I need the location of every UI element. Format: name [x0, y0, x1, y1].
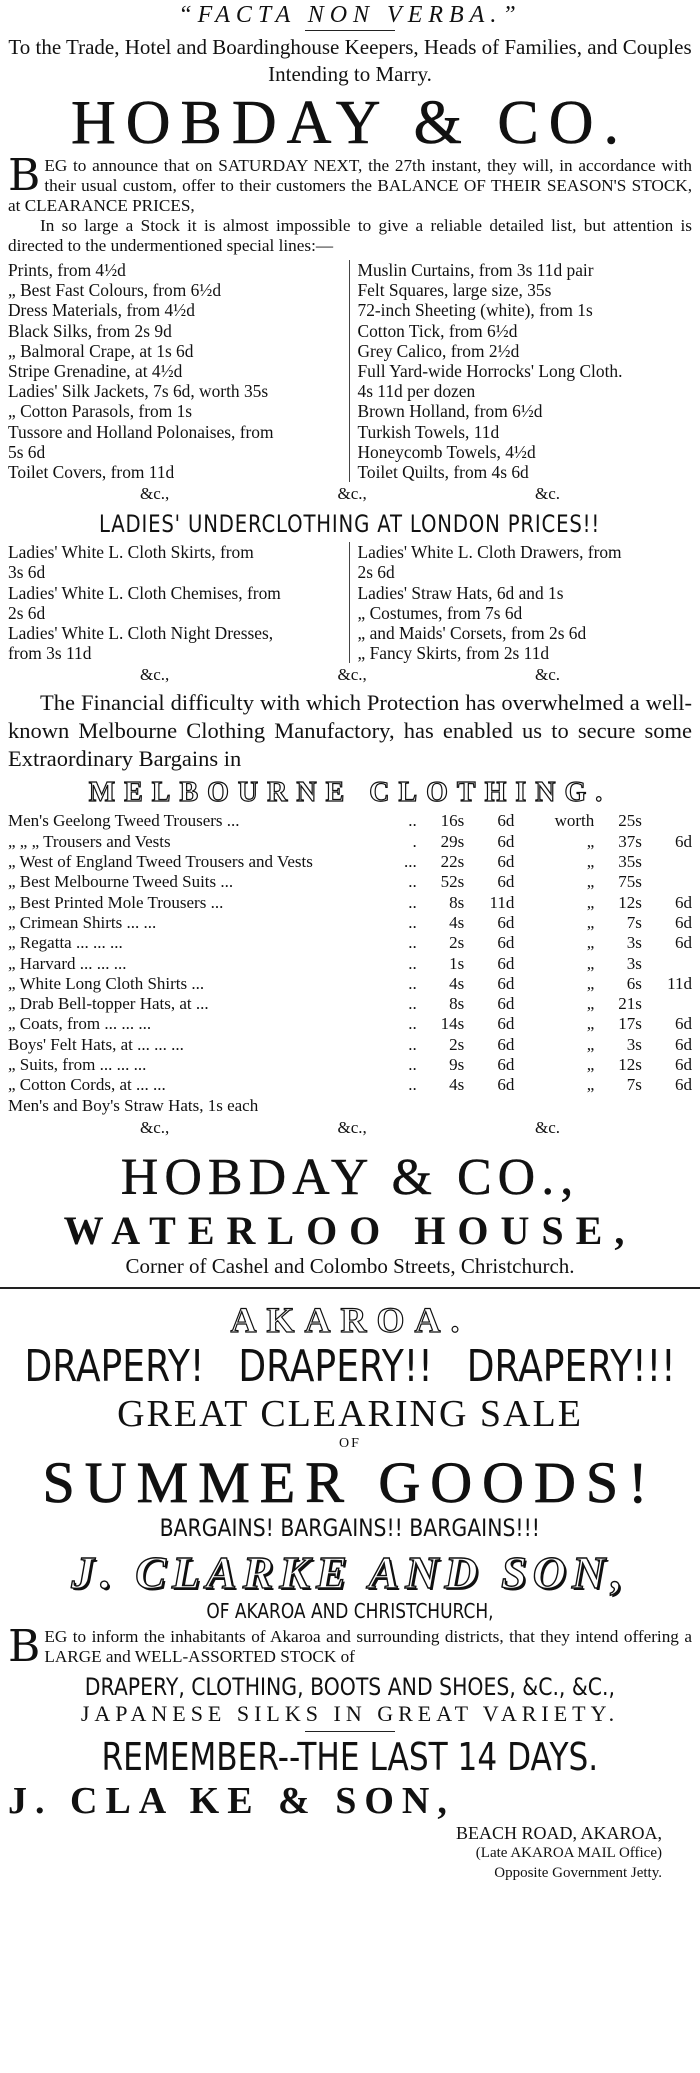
- clothing-row: [8, 913, 692, 933]
- clothing-dots: ..: [408, 872, 417, 892]
- clothing-w2: [642, 811, 692, 831]
- special-line-item: „ Cotton Parasols, from 1s: [8, 401, 193, 422]
- etc-row: [140, 665, 560, 685]
- clothing-price-table: [8, 811, 692, 1095]
- special-line-item: Honeycomb Towels, 4½d: [357, 441, 536, 462]
- bargains-line: BARGAINS! BARGAINS!! BARGAINS!!!: [159, 1513, 541, 1542]
- clothing-w: „: [586, 1034, 595, 1054]
- underclothing-item: „ and Maids' Corsets, from 2s 6d: [357, 623, 587, 644]
- clothing-w1: 3s: [626, 933, 642, 953]
- clothing-dots: ..: [408, 912, 417, 932]
- etc-row: [140, 1118, 560, 1138]
- clarke-signature: J. CLA KE & SON,: [8, 1779, 455, 1822]
- clothing-row: [8, 954, 692, 974]
- drapery-heading: [24, 1341, 675, 1392]
- clothing-p2: 6d: [497, 872, 515, 892]
- clothing-dots: ..: [408, 994, 417, 1014]
- clothing-dots: .: [412, 831, 417, 851]
- clothing-p2: 6d: [497, 1014, 515, 1034]
- underclothing-item: 3s 6d: [8, 562, 46, 583]
- clothing-w2: [642, 852, 692, 872]
- clothing-item: „ Suits, from ... ... ...: [8, 1055, 147, 1075]
- underclothing-heading-wrap: [8, 510, 692, 538]
- firm-title-footer: HOBDAY & CO.,: [120, 1148, 580, 1206]
- clothing-w: „: [586, 973, 595, 993]
- clothing-w: „: [586, 852, 595, 872]
- short-rule: [305, 1731, 395, 1732]
- clothing-w1: 3s: [626, 953, 642, 973]
- clothing-p1: 4s: [449, 973, 465, 993]
- clothing-w: „: [586, 872, 595, 892]
- clothing-p2: 6d: [497, 953, 515, 973]
- clothing-p1: 14s: [440, 1014, 465, 1034]
- clothing-row: [8, 852, 692, 872]
- clothing-w1: 7s: [626, 1075, 642, 1095]
- announcement-paragraph: [8, 150, 692, 216]
- clothing-w2: 6d: [675, 1075, 692, 1095]
- motto: “FACTA NON VERBA.”: [178, 2, 522, 28]
- clothing-p1: 22s: [440, 852, 465, 872]
- clothing-item: „ Best Melbourne Tweed Suits ...: [8, 872, 234, 892]
- hobday-advertisement: [8, 2, 692, 1279]
- underclothing-item: 2s 6d: [8, 602, 46, 623]
- underclothing-item: Ladies' White L. Cloth Night Dresses,: [8, 623, 274, 644]
- clothing-p2: 6d: [497, 973, 515, 993]
- clothing-w1: 12s: [618, 892, 642, 912]
- etc-text: &c.: [534, 484, 560, 504]
- special-line-item: Stripe Grenadine, at 4½d: [8, 361, 183, 382]
- underclothing-item: Ladies' White L. Cloth Skirts, from: [8, 542, 254, 563]
- clothing-row: [8, 893, 692, 913]
- etc-text: &c.,: [337, 1117, 367, 1137]
- clothing-w2: 6d: [675, 831, 692, 851]
- bargains-wrap: [8, 1514, 692, 1542]
- clothing-p1: 16s: [440, 811, 465, 831]
- clothing-w2: 6d: [675, 912, 692, 932]
- drop-cap: B: [8, 150, 41, 201]
- special-line-item: Turkish Towels, 11d: [357, 421, 500, 442]
- clothing-dots: ..: [408, 933, 417, 953]
- firm-title: HOBDAY & CO.: [70, 89, 630, 157]
- clarke-advertisement: [8, 1299, 692, 1883]
- clothing-p1: 52s: [440, 872, 465, 892]
- underclothing-right: [350, 542, 693, 663]
- straw-hats-line: Men's and Boy's Straw Hats, 1s each: [8, 1095, 259, 1115]
- special-line-item: Brown Holland, from 6½d: [357, 401, 543, 422]
- clothing-w2: [642, 954, 692, 974]
- etc-text: &c.: [534, 1117, 560, 1137]
- clothing-p1: 9s: [449, 1055, 465, 1075]
- clothing-dots: ..: [408, 1014, 417, 1034]
- clothing-dots: ..: [408, 892, 417, 912]
- remember-line: REMEMBER--THE LAST 14 DAYS.: [101, 1734, 599, 1779]
- clothing-w1: 37s: [618, 831, 642, 851]
- drapery-word: DRAPERY!: [24, 1340, 205, 1392]
- drapery-line-wrap: [8, 1673, 692, 1701]
- underclothing-item: Ladies' White L. Cloth Chemises, from: [8, 582, 281, 603]
- clothing-dots: ..: [408, 811, 417, 831]
- of-akaroa: OF AKAROA AND CHRISTCHURCH,: [206, 1598, 494, 1623]
- clarke-address: [8, 1823, 692, 1883]
- clothing-row: [8, 811, 692, 831]
- clothing-w: „: [586, 892, 595, 912]
- special-line-item: Ladies' Silk Jackets, 7s 6d, worth 35s: [8, 381, 269, 402]
- clothing-dots: ...: [403, 852, 417, 872]
- clothing-w: „: [586, 1075, 595, 1095]
- clothing-p1: 2s: [449, 933, 465, 953]
- clothing-p2: 6d: [497, 831, 515, 851]
- great-clearing-sale: GREAT CLEARING SALE: [117, 1392, 583, 1435]
- underclothing-item: Ladies' White L. Cloth Drawers, from: [357, 542, 622, 563]
- clothing-w2: 6d: [675, 1014, 692, 1034]
- clothing-w2: [642, 994, 692, 1014]
- clothing-row: [8, 1035, 692, 1055]
- newspaper-page: [0, 2, 700, 2073]
- clothing-w2: 6d: [675, 933, 692, 953]
- clothing-item: „ West of England Tweed Trousers and Vests: [8, 852, 313, 872]
- clothing-p2: 6d: [497, 912, 515, 932]
- clothing-w: „: [586, 953, 595, 973]
- clothing-row: [8, 994, 692, 1014]
- special-lines-right: [350, 260, 693, 482]
- of-word: OF: [339, 1435, 361, 1451]
- special-line-item: Cotton Tick, from 6½d: [357, 320, 518, 341]
- clothing-w1: 21s: [618, 994, 642, 1014]
- akaroa-heading: AKAROA.: [230, 1299, 470, 1340]
- special-line-item: Grey Calico, from 2½d: [357, 340, 520, 361]
- special-line-item: 4s 11d per dozen: [357, 381, 476, 402]
- special-line-item: Prints, from 4½d: [8, 260, 126, 280]
- special-line-item: Black Silks, from 2s 9d: [8, 320, 172, 341]
- drapery-word: DRAPERY!!: [238, 1340, 433, 1392]
- clothing-item: „ Drab Bell-topper Hats, at ...: [8, 994, 209, 1014]
- clothing-item: „ Crimean Shirts ... ...: [8, 912, 157, 932]
- etc-text: &c.,: [140, 484, 170, 504]
- clothing-p2: 6d: [497, 933, 515, 953]
- underclothing-left: [8, 542, 350, 663]
- clothing-w2: [642, 872, 692, 892]
- clothing-p1: 2s: [449, 1034, 465, 1054]
- clothing-row: [8, 933, 692, 953]
- etc-text: &c.,: [140, 1117, 170, 1137]
- etc-text: &c.: [534, 665, 560, 685]
- firm-address: Corner of Cashel and Colombo Streets, Christchurch.: [125, 1253, 575, 1278]
- clothing-item: „ Cotton Cords, at ... ...: [8, 1075, 166, 1095]
- special-line-item: Muslin Curtains, from 3s 11d pair: [357, 260, 594, 280]
- address-line: (Late AKAROA MAIL Office): [475, 1844, 662, 1861]
- clothing-w2: 11d: [667, 973, 692, 993]
- clothing-w: „: [586, 912, 595, 932]
- summer-goods: SUMMER GOODS!: [42, 1449, 658, 1515]
- clothing-row: [8, 872, 692, 892]
- special-line-item: 5s 6d: [8, 441, 46, 462]
- clothing-row: [8, 1055, 692, 1075]
- underclothing-lines: [8, 542, 692, 663]
- special-line-item: Felt Squares, large size, 35s: [357, 280, 552, 301]
- clothing-p1: 29s: [440, 831, 465, 851]
- clothing-w: „: [586, 994, 595, 1014]
- underclothing-item: „ Costumes, from 7s 6d: [357, 602, 523, 623]
- clothing-w1: 35s: [618, 852, 642, 872]
- clothing-p1: 8s: [449, 892, 465, 912]
- special-line-item: Dress Materials, from 4½d: [8, 300, 195, 321]
- clothing-item: Boys' Felt Hats, at ... ... ...: [8, 1034, 184, 1054]
- announcement-text: EG to announce that on SATURDAY NEXT, the 27th instant, they will, in accordance with their usual custom, offer to their customers the BALANCE OF THEIR SEASON'S STOCK, at CLEARANCE PRICES,: [8, 156, 692, 215]
- etc-text: &c.,: [337, 484, 367, 504]
- clothing-p1: 4s: [449, 912, 465, 932]
- clothing-dots: ..: [408, 953, 417, 973]
- clothing-row: [8, 832, 692, 852]
- clarke-firm-title: J. CLARKE AND SON,: [71, 1546, 629, 1598]
- clothing-w1: 25s: [618, 811, 642, 831]
- clothing-row: [8, 974, 692, 994]
- clothing-w1: 7s: [626, 912, 642, 932]
- etc-text: &c.,: [337, 665, 367, 685]
- etc-row: [140, 484, 560, 504]
- clothing-dots: ..: [408, 1075, 417, 1095]
- clothing-w: „: [586, 933, 595, 953]
- inform-text: EG to inform the inhabitants of Akaroa and surrounding districts, that they intend offering a LARGE and WELL-ASSORTED STOCK of: [44, 1626, 692, 1666]
- financial-paragraph: The Financial difficulty with which Protection has overwhelmed a well-known Melbourne Clothing Manufactory, has enabled us to secure some Extraordinary Bargains in: [8, 690, 692, 772]
- clothing-row: [8, 1075, 692, 1095]
- clothing-p2: 6d: [497, 811, 515, 831]
- clothing-item: „ Coats, from ... ... ...: [8, 1014, 152, 1034]
- clothing-w1: 17s: [618, 1014, 642, 1034]
- clothing-w2: 6d: [675, 1034, 692, 1054]
- clothing-p2: 11d: [489, 892, 515, 912]
- clothing-item: „ Regatta ... ... ...: [8, 933, 123, 953]
- clothing-dots: ..: [408, 1055, 417, 1075]
- japanese-silks: JAPANESE SILKS IN GREAT VARIETY.: [80, 1700, 620, 1726]
- clothing-item: Men's Geelong Tweed Trousers ...: [8, 811, 240, 831]
- clothing-item: „ Harvard ... ... ...: [8, 953, 127, 973]
- clothing-w1: 3s: [626, 1034, 642, 1054]
- remember-wrap: [8, 1735, 692, 1779]
- special-line-item: 72-inch Sheeting (white), from 1s: [357, 300, 593, 321]
- clothing-item: „ Best Printed Mole Trousers ...: [8, 892, 224, 912]
- clothing-dots: ..: [408, 973, 417, 993]
- inform-paragraph: [8, 1620, 692, 1672]
- clothing-item: „ White Long Cloth Shirts ...: [8, 973, 205, 993]
- address-line: BEACH ROAD, AKAROA,: [455, 1822, 662, 1843]
- melbourne-clothing-heading: MELBOURNE CLOTHING.: [88, 777, 612, 809]
- clothing-p1: 8s: [449, 994, 465, 1014]
- clothing-w2: 6d: [675, 892, 692, 912]
- drapery-clothing-line: DRAPERY, CLOTHING, BOOTS AND SHOES, &C., &C.,: [84, 1672, 616, 1701]
- clothing-p2: 6d: [497, 852, 515, 872]
- special-line-item: Full Yard-wide Horrocks' Long Cloth.: [357, 361, 623, 382]
- special-line-item: Tussore and Holland Polonaises, from: [8, 421, 274, 442]
- special-lines: [8, 260, 692, 482]
- clothing-w: „: [586, 1014, 595, 1034]
- ad-divider: [0, 1287, 700, 1289]
- drapery-word: DRAPERY!!!: [466, 1340, 676, 1392]
- etc-text: &c.,: [140, 665, 170, 685]
- clothing-p1: 4s: [449, 1075, 465, 1095]
- waterloo-house: WATERLOO HOUSE,: [63, 1207, 637, 1253]
- short-rule: [305, 30, 395, 31]
- stock-paragraph: In so large a Stock it is almost impossible to give a reliable detailed list, but attention is directed to the undermentioned special lines:—: [8, 216, 692, 255]
- clothing-w1: 6s: [626, 973, 642, 993]
- clothing-w2: 6d: [675, 1055, 692, 1075]
- underclothing-heading: LADIES' UNDERCLOTHING AT LONDON PRICES!!: [99, 510, 601, 539]
- address-line: Opposite Government Jetty.: [494, 1864, 662, 1881]
- clothing-p2: 6d: [497, 1055, 515, 1075]
- clothing-p2: 6d: [497, 994, 515, 1014]
- clothing-p2: 6d: [497, 1075, 515, 1095]
- special-line-item: Toilet Covers, from 11d: [8, 462, 175, 483]
- intro-heading: To the Trade, Hotel and Boardinghouse Keepers, Heads of Families, and Couples Intending to Marry.: [8, 35, 692, 86]
- clothing-w: worth: [554, 811, 595, 831]
- underclothing-item: 2s 6d: [357, 562, 395, 583]
- underclothing-item: „ Fancy Skirts, from 2s 11d: [357, 643, 550, 664]
- clothing-w: „: [586, 831, 595, 851]
- clothing-w: „: [586, 1055, 595, 1075]
- of-akaroa-wrap: [8, 1599, 692, 1623]
- clothing-p1: 1s: [449, 953, 465, 973]
- clothing-p2: 6d: [497, 1034, 515, 1054]
- special-lines-left: [8, 260, 350, 482]
- special-line-item: „ Balmoral Crape, at 1s 6d: [8, 340, 194, 361]
- clothing-item: „ „ „ Trousers and Vests: [8, 831, 171, 851]
- special-line-item: Toilet Quilts, from 4s 6d: [357, 462, 529, 483]
- clothing-w1: 75s: [618, 872, 642, 892]
- underclothing-item: Ladies' Straw Hats, 6d and 1s: [357, 582, 564, 603]
- special-line-item: „ Best Fast Colours, from 6½d: [8, 280, 222, 301]
- clothing-dots: ..: [408, 1034, 417, 1054]
- drop-cap: B: [8, 1620, 41, 1672]
- underclothing-item: from 3s 11d: [8, 643, 92, 664]
- clothing-row: [8, 1014, 692, 1034]
- clothing-w1: 12s: [618, 1055, 642, 1075]
